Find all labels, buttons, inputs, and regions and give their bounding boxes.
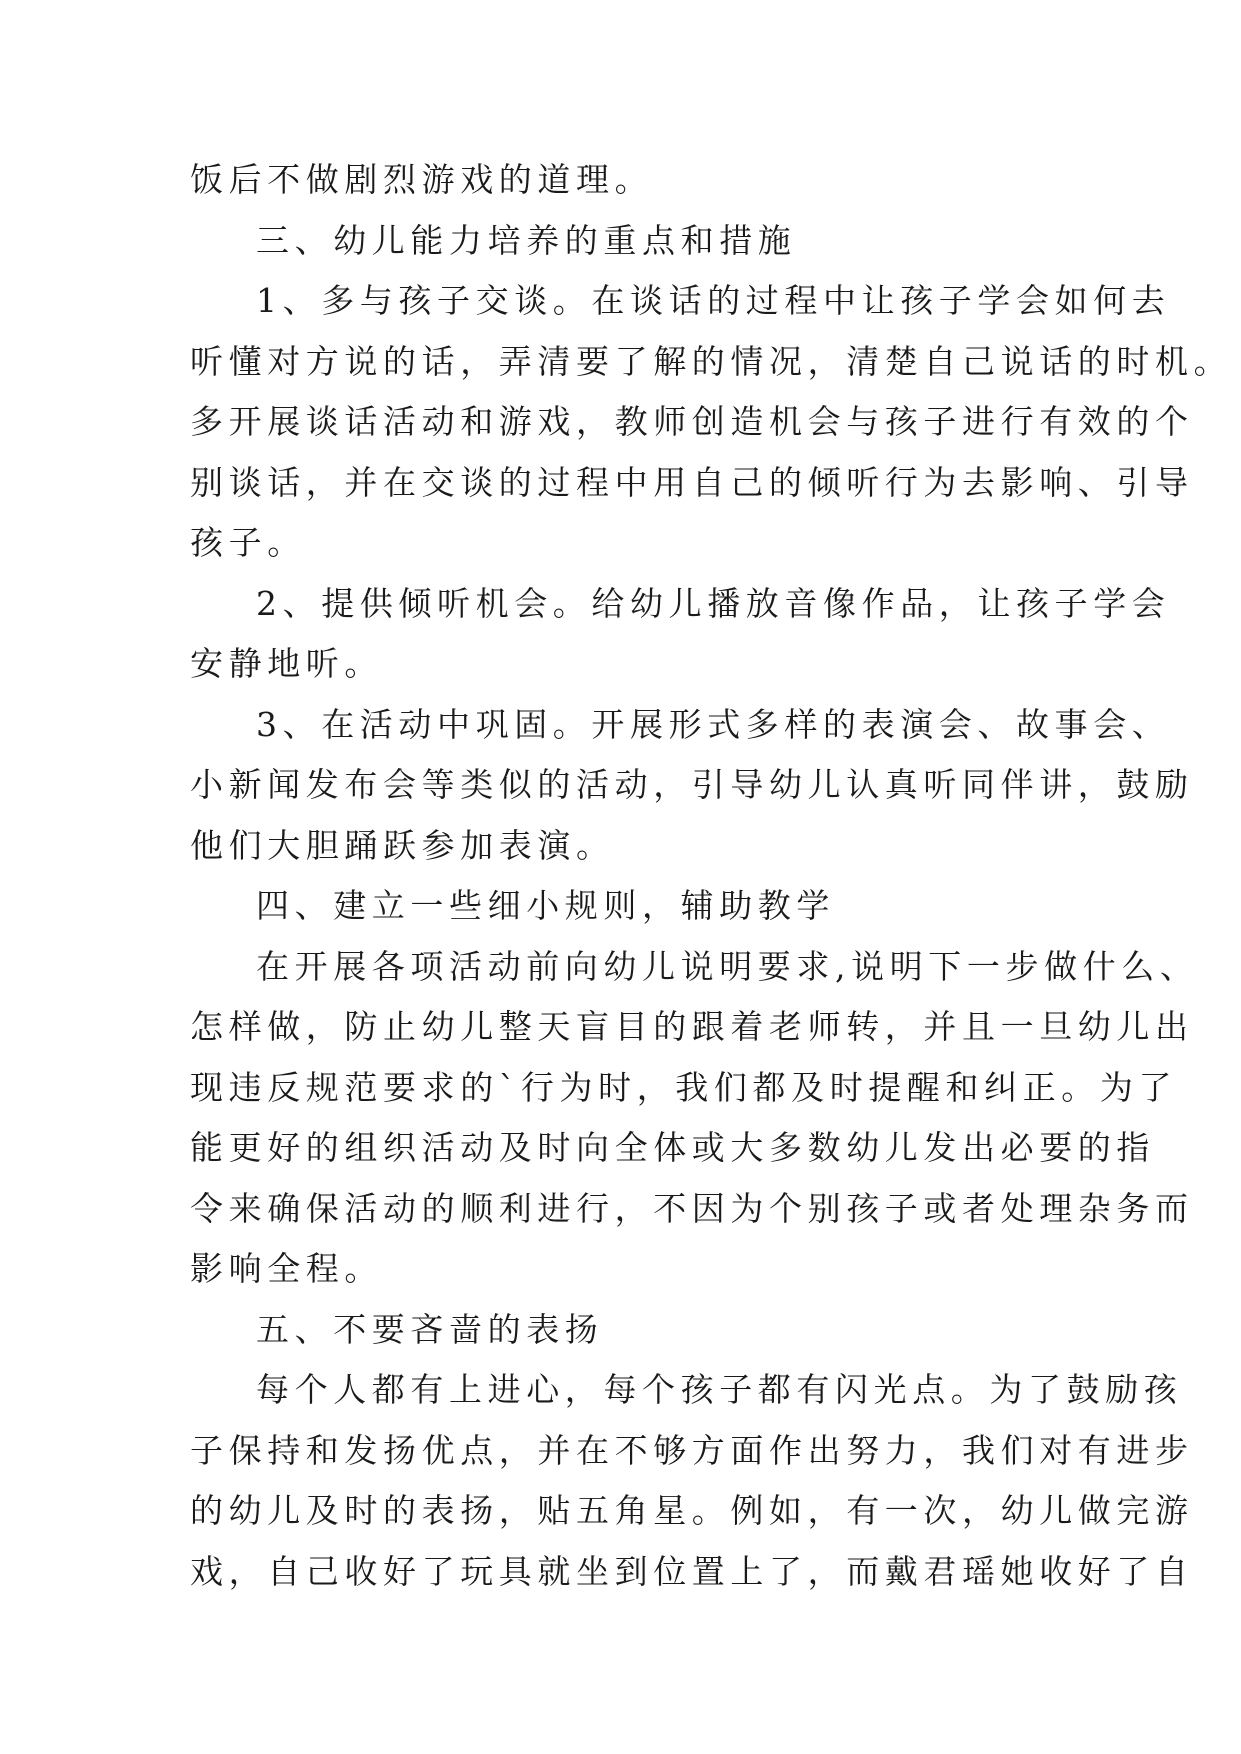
text-line: 戏，自己收好了玩具就坐到位置上了，而戴君瑶她收好了自 xyxy=(190,1551,1194,1591)
text-line: 影响全程。 xyxy=(190,1249,383,1288)
text-line: 别谈话，并在交谈的过程中用自己的倾听行为去影响、引导 xyxy=(190,462,1194,502)
section-heading xyxy=(190,1300,1060,1361)
text-line: 孩子。 xyxy=(190,523,306,562)
text-line: 子保持和发扬优点，并在不够方面作出努力，我们对有进步 xyxy=(190,1430,1194,1470)
text-line: 他们大胆踊跃参加表演。 xyxy=(190,825,615,865)
section-heading xyxy=(190,211,1060,272)
text-line: 三、幼儿能力培养的重点和措施 xyxy=(256,220,797,260)
document-body xyxy=(190,150,1233,1602)
text-line: 2、提供倾听机会。给幼儿播放音像作品，让孩子学会 xyxy=(256,583,1171,623)
text-line: 现违反规范要求的`行为时，我们都及时提醒和纠正。为了 xyxy=(190,1067,1178,1107)
text-line: 饭后不做剧烈游戏的道理。 xyxy=(190,160,654,199)
text-line: 1、多与孩子交谈。在谈话的过程中让孩子学会如何去 xyxy=(256,281,1171,320)
text-line: 五、不要吝啬的表扬 xyxy=(256,1309,604,1349)
text-line: 3、在活动中巩固。开展形式多样的表演会、故事会、 xyxy=(256,704,1171,744)
text-line: 安静地听。 xyxy=(190,644,383,683)
paragraph xyxy=(190,1360,1194,1602)
section-heading xyxy=(190,876,1060,937)
text-line: 怎样做，防止幼儿整天盲目的跟着老师转，并且一旦幼儿出 xyxy=(190,1007,1194,1046)
text-line: 每个人都有上进心，每个孩子都有闪光点。为了鼓励孩 xyxy=(256,1370,1183,1409)
text-line: 令来确保活动的顺利进行，不因为个别孩子或者处理杂务而 xyxy=(190,1188,1194,1228)
text-line: 能更好的组织活动及时向全体或大多数幼儿发出必要的指 xyxy=(190,1128,1155,1167)
text-line: 多开展谈话活动和游戏，教师创造机会与孩子进行有效的个 xyxy=(190,402,1194,441)
paragraph xyxy=(190,271,1233,574)
text-line: 在开展各项活动前向幼儿说明要求,说明下一步做什么、 xyxy=(256,946,1199,986)
text-line: 的幼儿及时的表扬，贴五角星。例如，有一次，幼儿做完游 xyxy=(190,1491,1194,1530)
paragraph xyxy=(190,150,1060,211)
paragraph xyxy=(190,695,1194,877)
paragraph xyxy=(190,574,1171,695)
paragraph xyxy=(190,937,1199,1300)
text-line: 听懂对方说的话，弄清要了解的情况，清楚自己说话的时机。 xyxy=(190,341,1233,381)
text-line: 四、建立一些细小规则，辅助教学 xyxy=(256,886,835,925)
text-line: 小新闻发布会等类似的活动，引导幼儿认真听同伴讲，鼓励 xyxy=(190,765,1194,804)
